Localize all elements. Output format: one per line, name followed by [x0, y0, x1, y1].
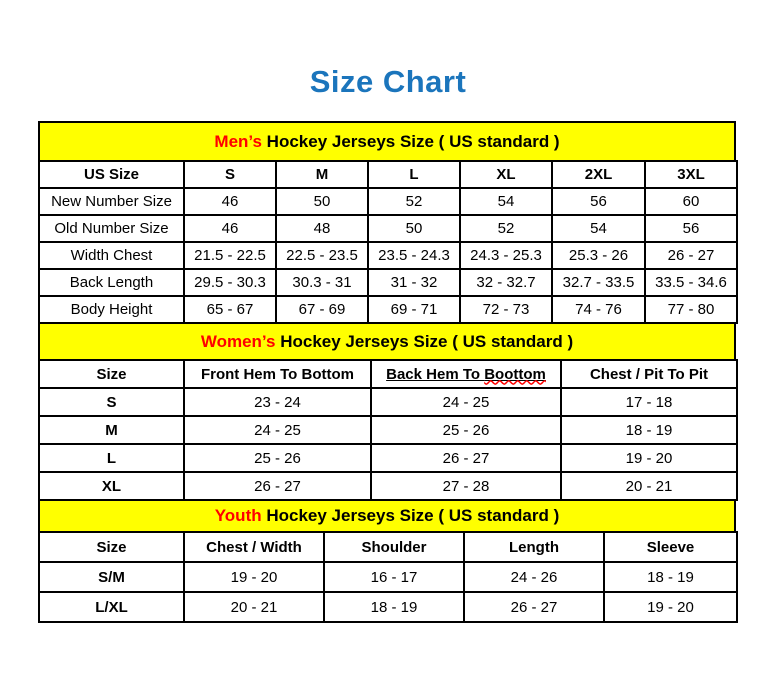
- size-value-cell: 27 - 28: [371, 472, 561, 500]
- table-row: [39, 242, 737, 269]
- size-value-cell: 23.5 - 24.3: [368, 242, 460, 269]
- youth-section-title: Hockey Jerseys Size ( US standard ): [261, 506, 560, 525]
- column-header: 2XL: [552, 161, 645, 188]
- row-label: L: [39, 444, 184, 472]
- column-header: Size: [39, 360, 184, 388]
- underlined-phrase: [386, 366, 546, 383]
- size-value-cell: 67 - 69: [276, 296, 368, 323]
- table-row: [39, 472, 737, 500]
- size-value-cell: 18 - 19: [604, 562, 737, 592]
- column-header: XL: [460, 161, 552, 188]
- column-header: Shoulder: [324, 532, 464, 562]
- youth-section-accent: Youth: [214, 506, 262, 525]
- size-value-cell: 54: [460, 188, 552, 215]
- size-value-cell: 25.3 - 26: [552, 242, 645, 269]
- womens-header-row: [39, 360, 737, 388]
- row-label: Body Height: [39, 296, 184, 323]
- size-value-cell: 32 - 32.7: [460, 269, 552, 296]
- mens-header-row: [39, 161, 737, 188]
- size-value-cell: 26 - 27: [184, 472, 371, 500]
- table-row: [39, 269, 737, 296]
- size-value-cell: 54: [552, 215, 645, 242]
- size-value-cell: 31 - 32: [368, 269, 460, 296]
- size-value-cell: 20 - 21: [184, 592, 324, 622]
- column-header: Length: [464, 532, 604, 562]
- size-value-cell: 26 - 27: [464, 592, 604, 622]
- table-row: [39, 215, 737, 242]
- size-value-cell: 69 - 71: [368, 296, 460, 323]
- youth-size-table: [38, 531, 738, 623]
- youth-header-row: [39, 532, 737, 562]
- mens-section-title: Hockey Jerseys Size ( US standard ): [261, 131, 560, 151]
- table-row: [39, 444, 737, 472]
- column-header: M: [276, 161, 368, 188]
- misspelled-word: Boottom: [484, 365, 546, 383]
- size-value-cell: 16 - 17: [324, 562, 464, 592]
- column-header: Chest / Pit To Pit: [561, 360, 737, 388]
- size-value-cell: 46: [184, 188, 276, 215]
- table-row: [39, 296, 737, 323]
- table-row: [39, 388, 737, 416]
- mens-size-table: [38, 160, 738, 324]
- size-value-cell: 24 - 26: [464, 562, 604, 592]
- size-value-cell: 17 - 18: [561, 388, 737, 416]
- mens-section-header: [38, 121, 736, 162]
- size-value-cell: 50: [276, 188, 368, 215]
- size-value-cell: 56: [645, 215, 737, 242]
- table-row: [39, 562, 737, 592]
- size-value-cell: 74 - 76: [552, 296, 645, 323]
- column-header: Front Hem To Bottom: [184, 360, 371, 388]
- size-value-cell: 18 - 19: [324, 592, 464, 622]
- size-value-cell: 29.5 - 30.3: [184, 269, 276, 296]
- column-header: Sleeve: [604, 532, 737, 562]
- column-header: Size: [39, 532, 184, 562]
- youth-section-header: [38, 499, 736, 533]
- size-value-cell: 33.5 - 34.6: [645, 269, 737, 296]
- size-value-cell: 22.5 - 23.5: [276, 242, 368, 269]
- mens-section-accent: Men’s: [214, 131, 262, 151]
- page-title: Size Chart: [309, 64, 467, 99]
- column-header: US Size: [39, 161, 184, 188]
- column-header-text: Back Hem To: [386, 365, 485, 383]
- row-label: M: [39, 416, 184, 444]
- size-value-cell: 19 - 20: [184, 562, 324, 592]
- size-value-cell: 32.7 - 33.5: [552, 269, 645, 296]
- size-value-cell: 46: [184, 215, 276, 242]
- column-header: 3XL: [645, 161, 737, 188]
- size-value-cell: 24 - 25: [184, 416, 371, 444]
- row-label: S/M: [39, 562, 184, 592]
- column-header: L: [368, 161, 460, 188]
- row-label: Old Number Size: [39, 215, 184, 242]
- size-value-cell: 56: [552, 188, 645, 215]
- size-value-cell: 19 - 20: [561, 444, 737, 472]
- size-value-cell: 25 - 26: [184, 444, 371, 472]
- table-row: [39, 592, 737, 622]
- column-header: [371, 360, 561, 388]
- column-header: Chest / Width: [184, 532, 324, 562]
- row-label: New Number Size: [39, 188, 184, 215]
- size-value-cell: 20 - 21: [561, 472, 737, 500]
- size-value-cell: 60: [645, 188, 737, 215]
- size-value-cell: 26 - 27: [645, 242, 737, 269]
- table-row: [39, 416, 737, 444]
- table-row: [39, 188, 737, 215]
- column-header: S: [184, 161, 276, 188]
- row-label: S: [39, 388, 184, 416]
- size-value-cell: 18 - 19: [561, 416, 737, 444]
- size-value-cell: 50: [368, 215, 460, 242]
- size-value-cell: 24 - 25: [371, 388, 561, 416]
- womens-section-title: Hockey Jerseys Size ( US standard ): [275, 331, 574, 351]
- tables-wrapper: [38, 121, 736, 623]
- size-value-cell: 23 - 24: [184, 388, 371, 416]
- size-value-cell: 72 - 73: [460, 296, 552, 323]
- womens-section-accent: Women’s: [200, 331, 276, 351]
- size-value-cell: 52: [460, 215, 552, 242]
- size-value-cell: 26 - 27: [371, 444, 561, 472]
- size-value-cell: 48: [276, 215, 368, 242]
- size-value-cell: 77 - 80: [645, 296, 737, 323]
- size-value-cell: 52: [368, 188, 460, 215]
- size-value-cell: 21.5 - 22.5: [184, 242, 276, 269]
- row-label: Width Chest: [39, 242, 184, 269]
- row-label: L/XL: [39, 592, 184, 622]
- size-value-cell: 25 - 26: [371, 416, 561, 444]
- size-value-cell: 19 - 20: [604, 592, 737, 622]
- womens-section-header: [38, 322, 736, 361]
- size-value-cell: 30.3 - 31: [276, 269, 368, 296]
- womens-size-table: [38, 359, 738, 501]
- row-label: Back Length: [39, 269, 184, 296]
- row-label: XL: [39, 472, 184, 500]
- size-value-cell: 65 - 67: [184, 296, 276, 323]
- size-value-cell: 24.3 - 25.3: [460, 242, 552, 269]
